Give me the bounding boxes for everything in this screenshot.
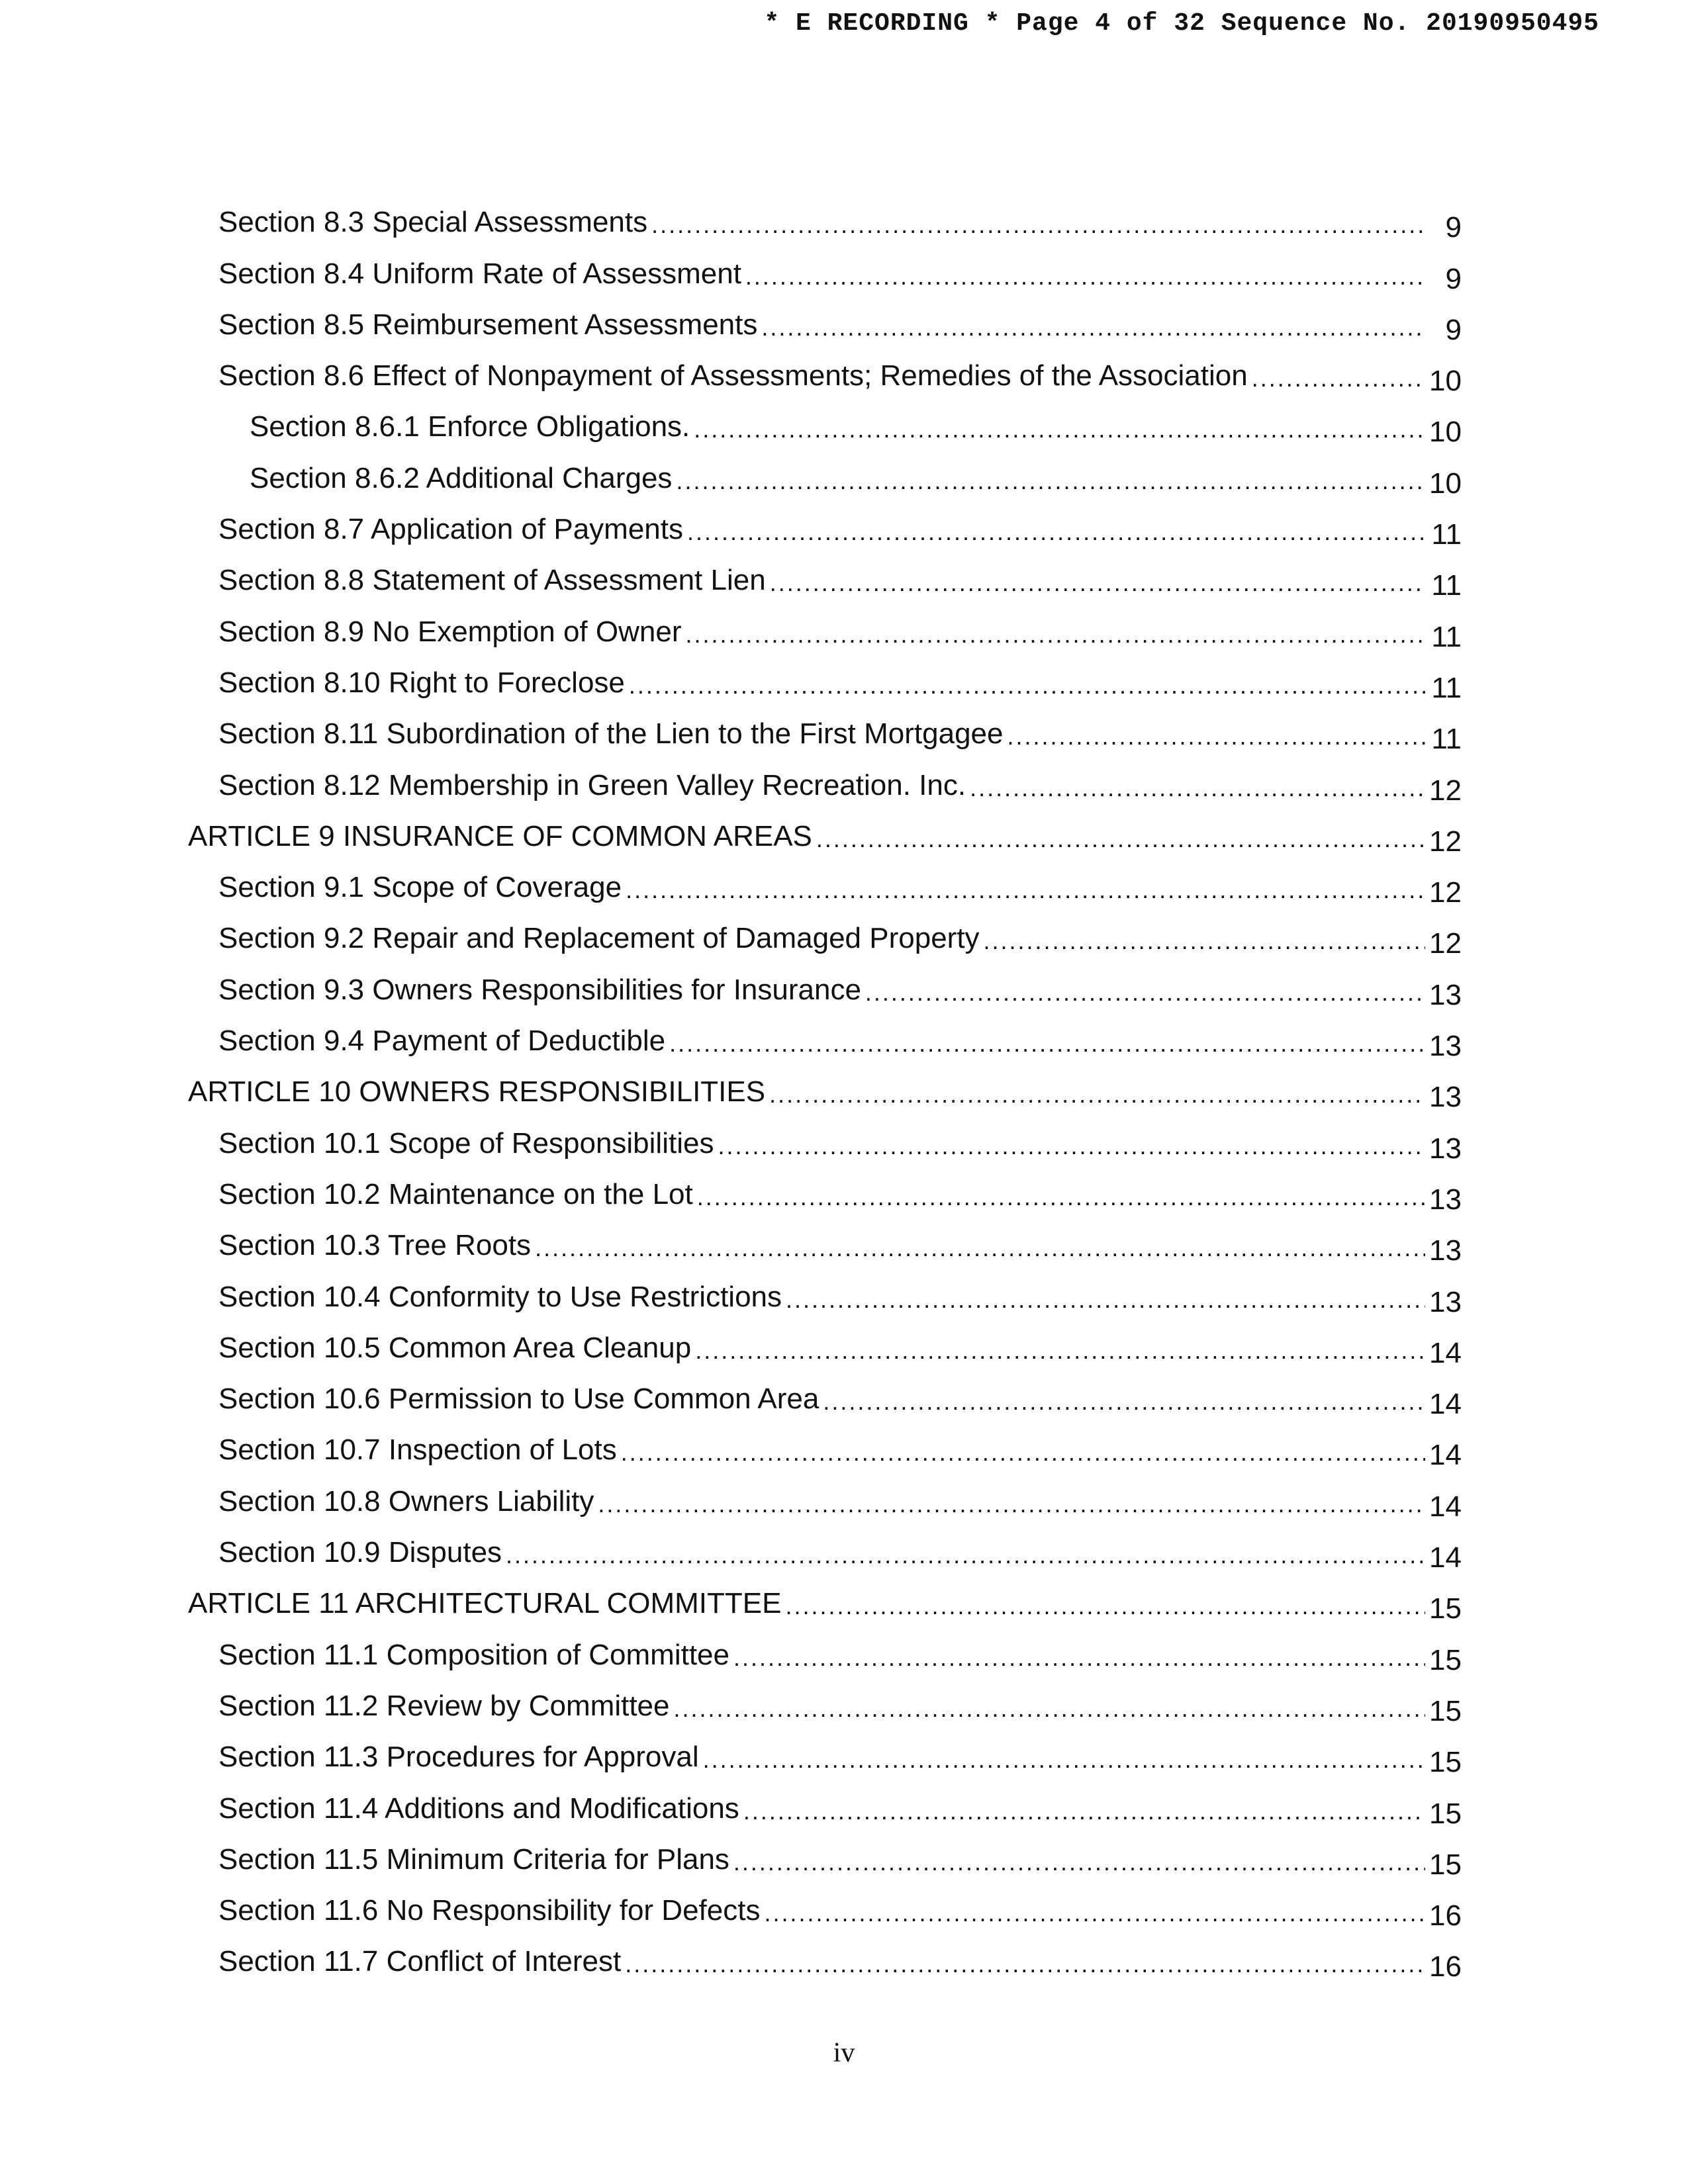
toc-entry-page-number: 11 bbox=[1431, 671, 1462, 704]
toc-entry-page-number: 13 bbox=[1429, 978, 1462, 1011]
toc-entry-title: Section 9.1 Scope of Coverage bbox=[218, 871, 622, 904]
dot-leader bbox=[695, 1336, 1425, 1366]
dot-leader bbox=[785, 1591, 1425, 1621]
toc-section-entry bbox=[0, 547, 1462, 602]
dot-leader bbox=[764, 1898, 1425, 1929]
toc-entry-title: Section 8.6 Effect of Nonpayment of Assessments; Remedies of the Association bbox=[218, 359, 1248, 392]
dot-leader bbox=[506, 1540, 1425, 1570]
toc-entry-page-number: 13 bbox=[1429, 1132, 1462, 1165]
toc-section-entry bbox=[0, 1315, 1462, 1369]
toc-entry-page-number: 15 bbox=[1429, 1643, 1462, 1676]
dot-leader bbox=[816, 824, 1425, 854]
toc-section-entry bbox=[0, 1878, 1462, 1933]
dot-leader bbox=[761, 312, 1426, 343]
toc-section-entry bbox=[0, 1008, 1462, 1063]
dot-leader bbox=[745, 261, 1426, 292]
toc-section-entry bbox=[0, 701, 1462, 756]
toc-section-entry bbox=[0, 1673, 1462, 1727]
toc-section-entry bbox=[0, 394, 1462, 449]
dot-leader bbox=[669, 1028, 1425, 1059]
toc-entry-title: Section 10.6 Permission to Use Common Area bbox=[218, 1383, 820, 1416]
toc-entry-title: Section 11.7 Conflict of Interest bbox=[218, 1945, 622, 1978]
toc-entry-page-number: 10 bbox=[1429, 416, 1462, 449]
toc-section-entry bbox=[0, 1263, 1462, 1318]
toc-entry-title: Section 10.4 Conformity to Use Restrictions bbox=[218, 1280, 782, 1313]
toc-entry-page-number: 9 bbox=[1445, 211, 1462, 244]
dot-leader bbox=[685, 619, 1426, 650]
dot-leader bbox=[984, 926, 1426, 956]
toc-entry-page-number: 9 bbox=[1445, 313, 1462, 346]
dot-leader bbox=[673, 1694, 1425, 1724]
toc-section-entry bbox=[0, 1110, 1462, 1165]
toc-entry-page-number: 15 bbox=[1429, 1592, 1462, 1625]
toc-entry-title: Section 10.9 Disputes bbox=[218, 1536, 502, 1569]
dot-leader bbox=[621, 1437, 1425, 1468]
dot-leader bbox=[651, 210, 1426, 240]
toc-entry-title: Section 10.8 Owners Liability bbox=[218, 1484, 594, 1518]
toc-entry-page-number: 15 bbox=[1429, 1848, 1462, 1881]
toc-entry-title: Section 8.12 Membership in Green Valley Recreation. Inc. bbox=[218, 768, 966, 801]
toc-entry-page-number: 14 bbox=[1429, 1336, 1462, 1369]
toc-entry-title: Section 10.2 Maintenance on the Lot bbox=[218, 1177, 693, 1210]
toc-entry-page-number: 14 bbox=[1429, 1388, 1462, 1421]
toc-entry-title: ARTICLE 9 INSURANCE OF COMMON AREAS bbox=[188, 819, 812, 852]
dot-leader bbox=[1252, 363, 1425, 394]
toc-section-entry bbox=[0, 854, 1462, 909]
toc-article-entry bbox=[0, 1059, 1462, 1114]
toc-entry-page-number: 13 bbox=[1429, 1183, 1462, 1216]
toc-entry-title: Section 11.1 Composition of Committee bbox=[218, 1638, 729, 1671]
toc-entry-page-number: 12 bbox=[1429, 825, 1462, 858]
toc-entry-page-number: 11 bbox=[1431, 518, 1462, 551]
toc-entry-page-number: 12 bbox=[1429, 927, 1462, 960]
toc-entry-page-number: 14 bbox=[1429, 1439, 1462, 1472]
toc-entry-title: Section 9.3 Owners Responsibilities for Insurance bbox=[218, 973, 861, 1006]
toc-entry-title: Section 8.9 No Exemption of Owner bbox=[218, 615, 682, 648]
toc-entry-title: Section 9.2 Repair and Replacement of Damaged Property bbox=[218, 922, 980, 955]
toc-entry-title: Section 8.6.1 Enforce Obligations. bbox=[250, 410, 690, 443]
toc-section-entry bbox=[0, 343, 1462, 398]
dot-leader bbox=[865, 978, 1425, 1008]
toc-section-entry bbox=[0, 1621, 1462, 1676]
toc-entry-page-number: 13 bbox=[1429, 1030, 1462, 1063]
table-of-contents bbox=[0, 189, 1688, 1983]
toc-section-entry bbox=[0, 445, 1462, 500]
toc-entry-page-number: 14 bbox=[1429, 1490, 1462, 1523]
dot-leader bbox=[598, 1489, 1425, 1520]
dot-leader bbox=[697, 1182, 1425, 1212]
toc-entry-title: Section 11.3 Procedures for Approval bbox=[218, 1741, 699, 1774]
toc-entry-page-number: 11 bbox=[1431, 569, 1462, 602]
toc-entry-title: Section 11.4 Additions and Modifications bbox=[218, 1792, 739, 1825]
toc-section-entry bbox=[0, 240, 1462, 295]
dot-leader bbox=[626, 875, 1425, 905]
toc-entry-page-number: 10 bbox=[1429, 365, 1462, 398]
toc-section-entry bbox=[0, 1775, 1462, 1830]
toc-section-entry bbox=[0, 189, 1462, 244]
dot-leader bbox=[770, 568, 1426, 598]
toc-section-entry bbox=[0, 1520, 1462, 1574]
toc-section-entry bbox=[0, 1827, 1462, 1881]
dot-leader bbox=[769, 1079, 1425, 1110]
toc-entry-title: Section 8.3 Special Assessments bbox=[218, 206, 648, 239]
toc-section-entry bbox=[0, 905, 1462, 960]
toc-entry-title: Section 8.8 Statement of Assessment Lien bbox=[218, 564, 766, 597]
toc-section-entry bbox=[0, 598, 1462, 653]
toc-entry-title: Section 10.3 Tree Roots bbox=[218, 1229, 532, 1262]
toc-entry-title: Section 8.6.2 Additional Charges bbox=[250, 461, 673, 494]
toc-entry-title: Section 10.1 Scope of Responsibilities bbox=[218, 1126, 714, 1160]
toc-entry-page-number: 11 bbox=[1431, 620, 1462, 653]
toc-section-entry bbox=[0, 292, 1462, 346]
toc-entry-title: Section 10.5 Common Area Cleanup bbox=[218, 1331, 692, 1364]
dot-leader bbox=[823, 1387, 1425, 1417]
toc-section-entry bbox=[0, 1366, 1462, 1421]
toc-entry-page-number: 11 bbox=[1431, 723, 1462, 756]
toc-entry-page-number: 13 bbox=[1429, 1285, 1462, 1318]
toc-entry-page-number: 10 bbox=[1429, 467, 1462, 500]
dot-leader bbox=[718, 1131, 1425, 1161]
dot-leader bbox=[625, 1949, 1425, 1979]
dot-leader bbox=[743, 1796, 1425, 1827]
toc-entry-title: Section 9.4 Payment of Deductible bbox=[218, 1024, 666, 1058]
toc-section-entry bbox=[0, 1724, 1462, 1779]
toc-section-entry bbox=[0, 650, 1462, 704]
dot-leader bbox=[676, 466, 1425, 496]
toc-entry-page-number: 16 bbox=[1429, 1950, 1462, 1983]
dot-leader bbox=[786, 1285, 1425, 1315]
dot-leader bbox=[535, 1233, 1425, 1263]
recording-stamp: * E RECORDING * Page 4 of 32 Sequence No. 20190950495 bbox=[764, 9, 1599, 38]
toc-entry-page-number: 9 bbox=[1445, 262, 1462, 295]
toc-entry-title: Section 8.4 Uniform Rate of Assessment bbox=[218, 257, 741, 290]
toc-entry-title: Section 11.6 No Responsibility for Defects bbox=[218, 1894, 761, 1927]
toc-entry-title: Section 8.7 Application of Payments bbox=[218, 513, 683, 546]
toc-entry-page-number: 16 bbox=[1429, 1899, 1462, 1933]
dot-leader bbox=[703, 1745, 1425, 1775]
toc-entry-title: Section 11.5 Minimum Criteria for Plans bbox=[218, 1843, 729, 1876]
dot-leader bbox=[629, 670, 1426, 701]
toc-article-entry bbox=[0, 1570, 1462, 1625]
dot-leader bbox=[733, 1643, 1425, 1673]
toc-entry-page-number: 12 bbox=[1429, 876, 1462, 909]
toc-entry-title: Section 8.10 Right to Foreclose bbox=[218, 666, 625, 699]
toc-section-entry bbox=[0, 956, 1462, 1011]
toc-entry-title: ARTICLE 10 OWNERS RESPONSIBILITIES bbox=[188, 1075, 766, 1109]
toc-entry-title: Section 8.5 Reimbursement Assessments bbox=[218, 308, 758, 341]
toc-section-entry bbox=[0, 496, 1462, 551]
toc-entry-title: Section 11.2 Review by Committee bbox=[218, 1689, 670, 1722]
dot-leader bbox=[733, 1847, 1425, 1878]
toc-entry-title: Section 8.11 Subordination of the Lien to the First Mortgagee bbox=[218, 717, 1004, 751]
dot-leader bbox=[694, 414, 1425, 445]
toc-entry-page-number: 13 bbox=[1429, 1081, 1462, 1114]
dot-leader bbox=[687, 517, 1426, 547]
toc-entry-page-number: 13 bbox=[1429, 1234, 1462, 1267]
toc-section-entry bbox=[0, 1468, 1462, 1523]
toc-section-entry bbox=[0, 1929, 1462, 1983]
dot-leader bbox=[970, 773, 1425, 803]
dot-leader bbox=[1008, 721, 1427, 752]
toc-entry-page-number: 14 bbox=[1429, 1541, 1462, 1574]
toc-section-entry bbox=[0, 1212, 1462, 1267]
toc-entry-title: ARTICLE 11 ARCHITECTURAL COMMITTEE bbox=[188, 1587, 782, 1620]
toc-entry-page-number: 15 bbox=[1429, 1746, 1462, 1779]
toc-section-entry bbox=[0, 752, 1462, 807]
toc-section-entry bbox=[0, 1161, 1462, 1216]
page-number: iv bbox=[833, 2038, 855, 2068]
toc-entry-page-number: 15 bbox=[1429, 1797, 1462, 1830]
toc-section-entry bbox=[0, 1417, 1462, 1472]
toc-entry-page-number: 15 bbox=[1429, 1694, 1462, 1727]
toc-entry-page-number: 12 bbox=[1429, 774, 1462, 807]
toc-entry-title: Section 10.7 Inspection of Lots bbox=[218, 1433, 617, 1467]
toc-article-entry bbox=[0, 803, 1462, 858]
